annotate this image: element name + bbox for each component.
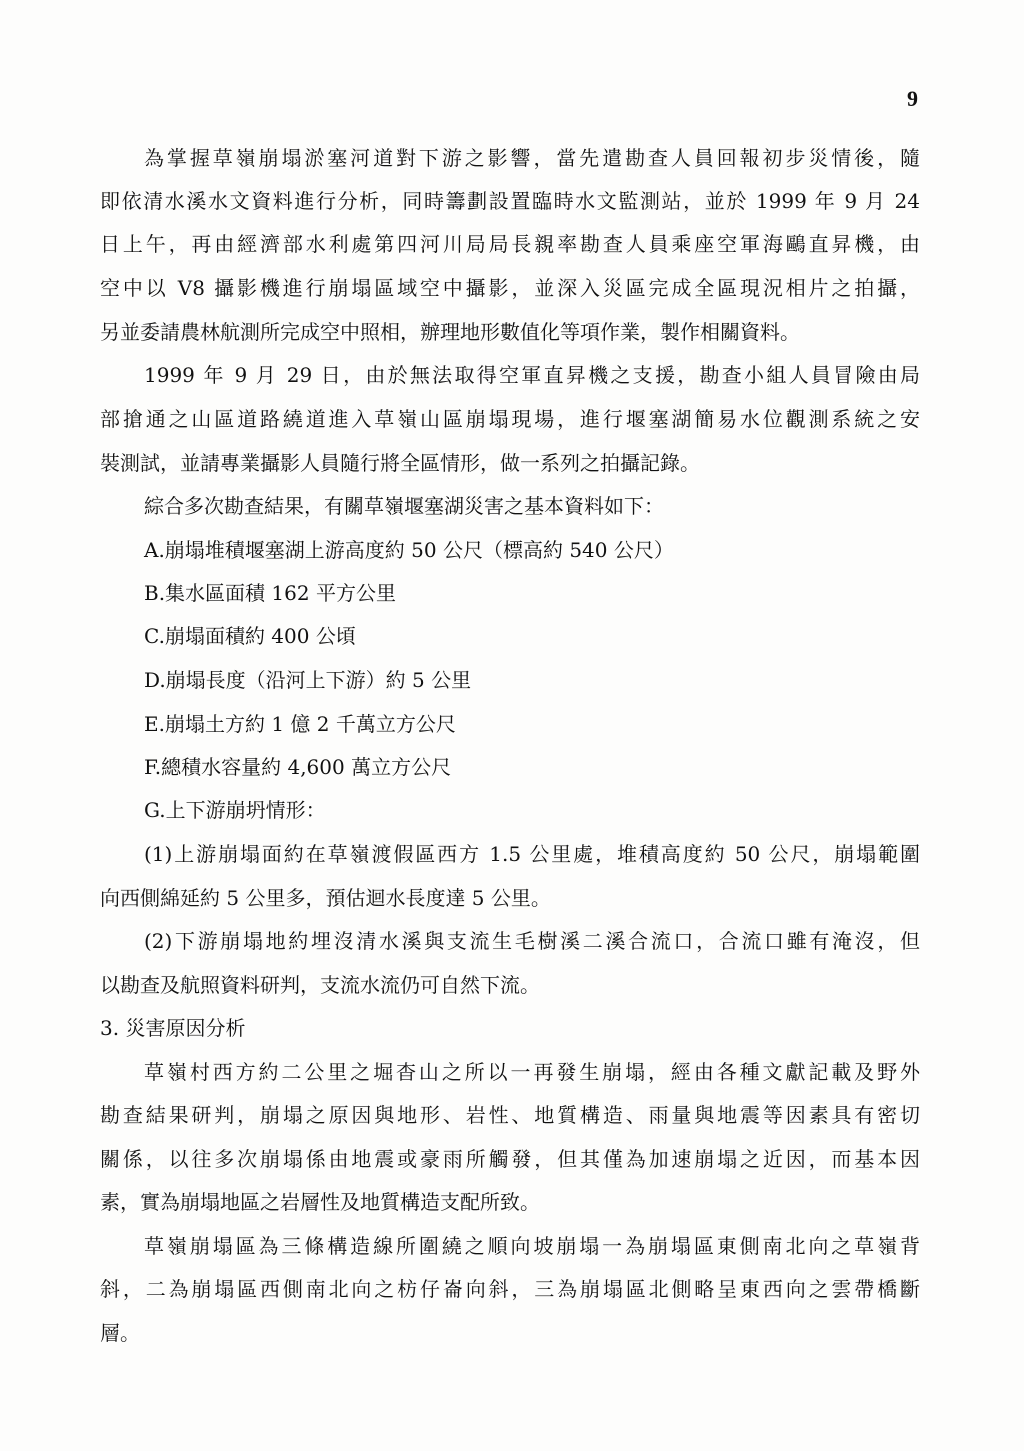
list-item: B.集水區面積 162 平方公里 [144,581,396,605]
text-line: 空中以 V8 攝影機進行崩塌區域空中攝影，並深入災區完成全區現況相片之拍攝， [100,276,920,300]
list-item: D.崩塌長度（沿河上下游）約 5 公里 [144,668,472,692]
text-line: 即依清水溪水文資料進行分析，同時籌劃設置臨時水文監測站，並於 1999 年 9 月 24 [100,189,920,213]
text-line: 草嶺崩塌區為三條構造線所圍繞之順向坡崩塌一為崩塌區東側南北向之草嶺背 [144,1234,920,1258]
text-line: 素，實為崩塌地區之岩層性及地質構造支配所致。 [100,1190,540,1214]
text-line: 日上午，再由經濟部水利處第四河川局局長親率勘查人員乘座空軍海鷗直昇機，由 [100,232,920,256]
text-line: 綜合多次勘查結果，有關草嶺堰塞湖災害之基本資料如下： [144,494,664,518]
text-line: 以勘查及航照資料研判，支流水流仍可自然下流。 [100,973,540,997]
list-item: C.崩塌面積約 400 公頃 [144,624,356,648]
text-line: 為掌握草嶺崩塌淤塞河道對下游之影響，當先遣勘查人員回報初步災情後，隨 [144,146,920,170]
section-heading: 3. 災害原因分析 [100,1016,246,1040]
text-line: (2)下游崩塌地約埋沒清水溪與支流生毛樹溪二溪合流口，合流口雖有淹沒，但 [144,929,920,953]
text-line: 關係，以往多次崩塌係由地震或豪雨所觸發，但其僅為加速崩塌之近因，而基本因 [100,1147,920,1171]
list-item: F.總積水容量約 4,600 萬立方公尺 [144,755,452,779]
text-line: 草嶺村西方約二公里之堀杳山之所以一再發生崩塌，經由各種文獻記載及野外 [144,1060,920,1084]
text-line: (1)上游崩塌面約在草嶺渡假區西方 1.5 公里處，堆積高度約 50 公尺，崩塌範圍 [144,842,920,866]
text-line: 1999 年 9 月 29 日，由於無法取得空軍直昇機之支援，勘查小組人員冒險由局 [144,363,920,387]
text-line: 部搶通之山區道路繞道進入草嶺山區崩塌現場，進行堰塞湖簡易水位觀測系統之安 [100,407,920,431]
list-item: E.崩塌土方約 1 億 2 千萬立方公尺 [144,712,456,736]
text-line: 層。 [100,1321,140,1345]
text-line: 裝測試，並請專業攝影人員隨行將全區情形，做一系列之拍攝記錄。 [100,451,700,475]
text-line: 另並委請農林航測所完成空中照相，辦理地形數值化等項作業，製作相關資料。 [100,320,800,344]
text-line: 向西側綿延約 5 公里多，預估迴水長度達 5 公里。 [100,886,551,910]
text-line: 勘查結果研判，崩塌之原因與地形、岩性、地質構造、雨量與地震等因素具有密切 [100,1103,920,1127]
list-item: G.上下游崩坍情形： [144,798,326,822]
list-item: A.崩塌堆積堰塞湖上游高度約 50 公尺（標高約 540 公尺） [144,538,674,562]
text-line: 斜，二為崩塌區西側南北向之枋仔崙向斜，三為崩塌區北側略呈東西向之雲帶橋斷 [100,1277,920,1301]
page-number: 9 [907,86,918,111]
